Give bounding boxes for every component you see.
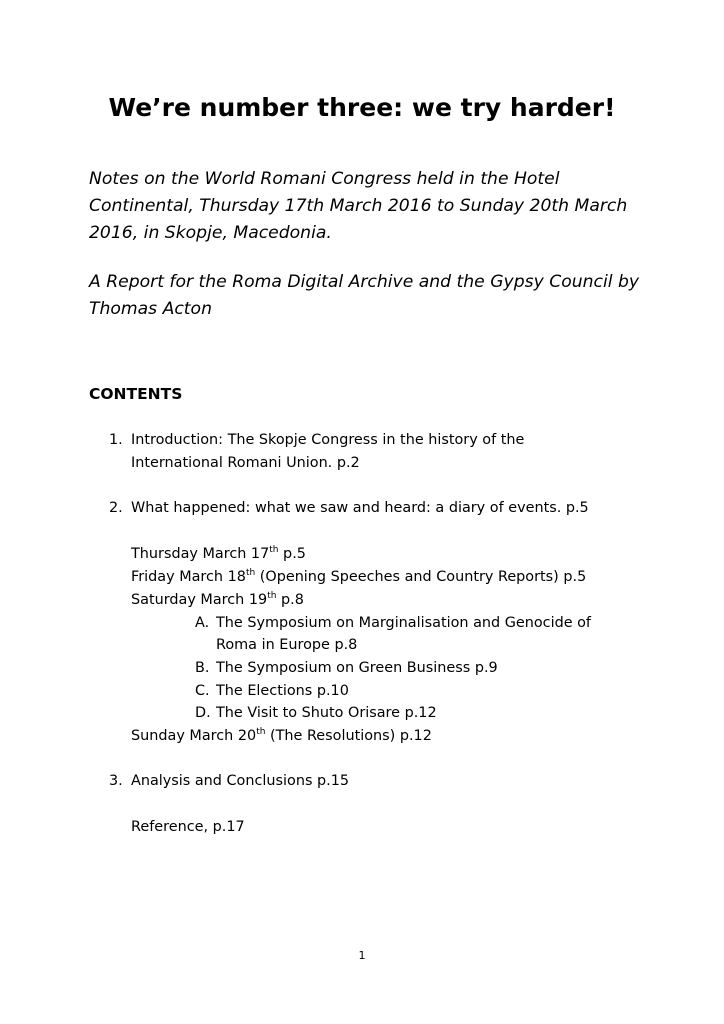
toc-entry-introduction-cont: International Romani Union. p.2 [131, 455, 360, 471]
report-paragraph [89, 269, 639, 323]
subtitle-line: Continental, Thursday 17th March 2016 to Sunday 20th March [89, 196, 628, 216]
toc-subentry-elections: The Elections p.10 [216, 683, 349, 699]
document-title: We’re number three: we try harder! [108, 93, 616, 122]
page-ref: p.8 [276, 592, 304, 608]
item-number: 1. [109, 432, 123, 448]
day-label: Thursday March 17 [131, 546, 270, 562]
report-line: A Report for the Roma Digital Archive and the Gypsy Council by [89, 272, 640, 292]
report-line: Thomas Acton [89, 299, 212, 319]
subtitle-line: Notes on the World Romani Congress held in the Hotel [89, 169, 560, 189]
toc-entry-sunday [131, 725, 432, 747]
subtitle-line: 2016, in Skopje, Macedonia. [89, 223, 332, 243]
subitem-letter: B. [195, 660, 210, 676]
day-label: Sunday March 20 [131, 728, 257, 744]
subitem-letter: A. [195, 615, 210, 631]
page-ref: (Opening Speeches and Country Reports) p.5 [255, 569, 587, 585]
toc-subentry-symposium-genocide-cont: Roma in Europe p.8 [216, 637, 358, 653]
subitem-letter: C. [195, 683, 210, 699]
toc-subentry-shuto-orisare: The Visit to Shuto Orisare p.12 [216, 705, 437, 721]
toc-entry-introduction: Introduction: The Skopje Congress in the history of the [131, 432, 525, 448]
subtitle-paragraph [89, 166, 627, 247]
subitem-letter: D. [195, 705, 211, 721]
toc-entry-what-happened: What happened: what we saw and heard: a diary of events. p.5 [131, 500, 589, 516]
toc-entry-saturday [131, 589, 304, 611]
page-ref: p.5 [278, 546, 306, 562]
ordinal-suffix: th [245, 568, 256, 579]
contents-heading: CONTENTS [89, 385, 183, 403]
toc-entry-reference: Reference, p.17 [131, 819, 245, 835]
page-number: 1 [358, 949, 366, 962]
ordinal-suffix: th [267, 591, 277, 602]
ordinal-suffix: th [269, 545, 279, 556]
toc-subentry-green-business: The Symposium on Green Business p.9 [216, 660, 498, 676]
ordinal-suffix: th [256, 727, 266, 738]
page-ref: (The Resolutions) p.12 [265, 728, 432, 744]
item-number: 3. [109, 773, 123, 789]
toc-subentry-symposium-genocide: The Symposium on Marginalisation and Genocide of [216, 615, 591, 631]
item-number: 2. [109, 500, 123, 516]
toc-entry-thursday [131, 543, 306, 565]
day-label: Saturday March 19 [131, 592, 268, 608]
day-label: Friday March 18 [131, 569, 246, 585]
toc-entry-analysis: Analysis and Conclusions p.15 [131, 773, 350, 789]
toc-entry-friday [131, 566, 586, 588]
